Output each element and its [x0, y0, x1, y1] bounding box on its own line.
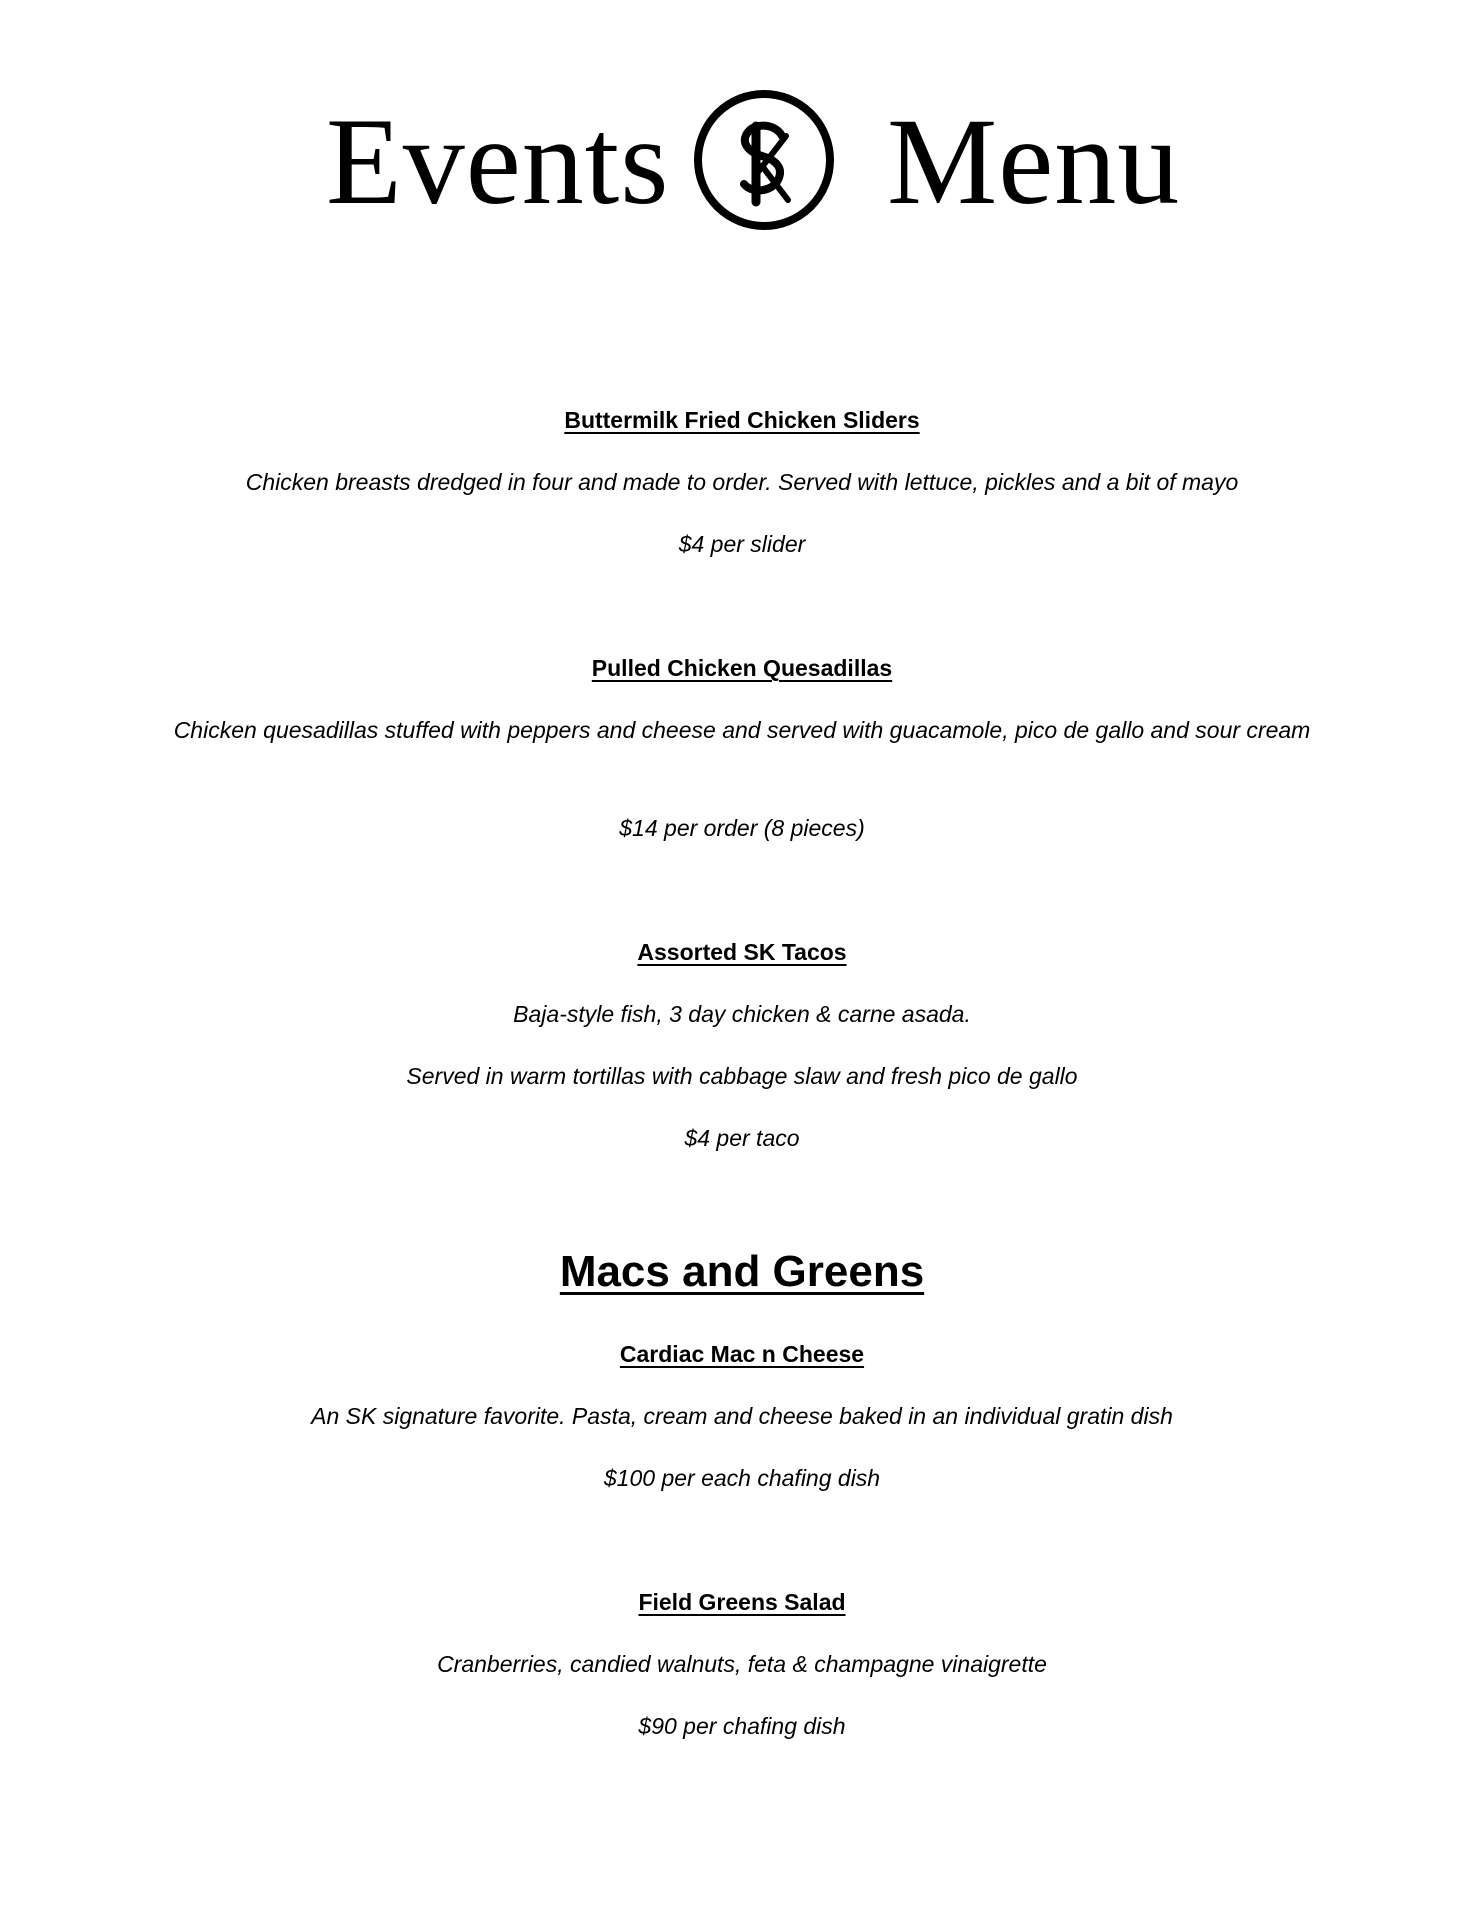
- title-events: Events: [326, 93, 670, 230]
- item-description: Served in warm tortillas with cabbage slaw and fresh pico de gallo: [406, 1063, 1078, 1089]
- item-price: $14 per order (8 pieces): [619, 815, 865, 841]
- section-title: Macs and Greens: [559, 1247, 925, 1296]
- item-description: An SK signature favorite. Pasta, cream and cheese baked in an individual gratin dish: [311, 1403, 1173, 1429]
- item-description: Chicken breasts dredged in four and made to order. Served with lettuce, pickles and a bit of mayo: [245, 469, 1239, 495]
- title-menu: Menu: [887, 93, 1181, 230]
- item-description: Baja-style fish, 3 day chicken & carne asada.: [513, 1001, 971, 1027]
- item-description: Chicken quesadillas stuffed with peppers and cheese and served with guacamole, pico de gallo and sour cream: [173, 717, 1311, 743]
- item-name: Buttermilk Fried Chicken Sliders: [564, 407, 920, 433]
- item-price: $4 per taco: [684, 1125, 800, 1151]
- item-name: Assorted SK Tacos: [637, 939, 847, 965]
- item-name: Cardiac Mac n Cheese: [619, 1341, 865, 1367]
- item-price: $100 per each chafing dish: [603, 1465, 881, 1491]
- item-price: $90 per chafing dish: [638, 1713, 846, 1739]
- item-price: $4 per slider: [678, 531, 806, 557]
- sk-monogram-circle-icon: [690, 86, 838, 234]
- menu-header: [0, 78, 1484, 248]
- item-description: Cranberries, candied walnuts, feta & champagne vinaigrette: [437, 1651, 1047, 1677]
- item-name: Field Greens Salad: [638, 1589, 846, 1615]
- item-name: Pulled Chicken Quesadillas: [591, 655, 893, 681]
